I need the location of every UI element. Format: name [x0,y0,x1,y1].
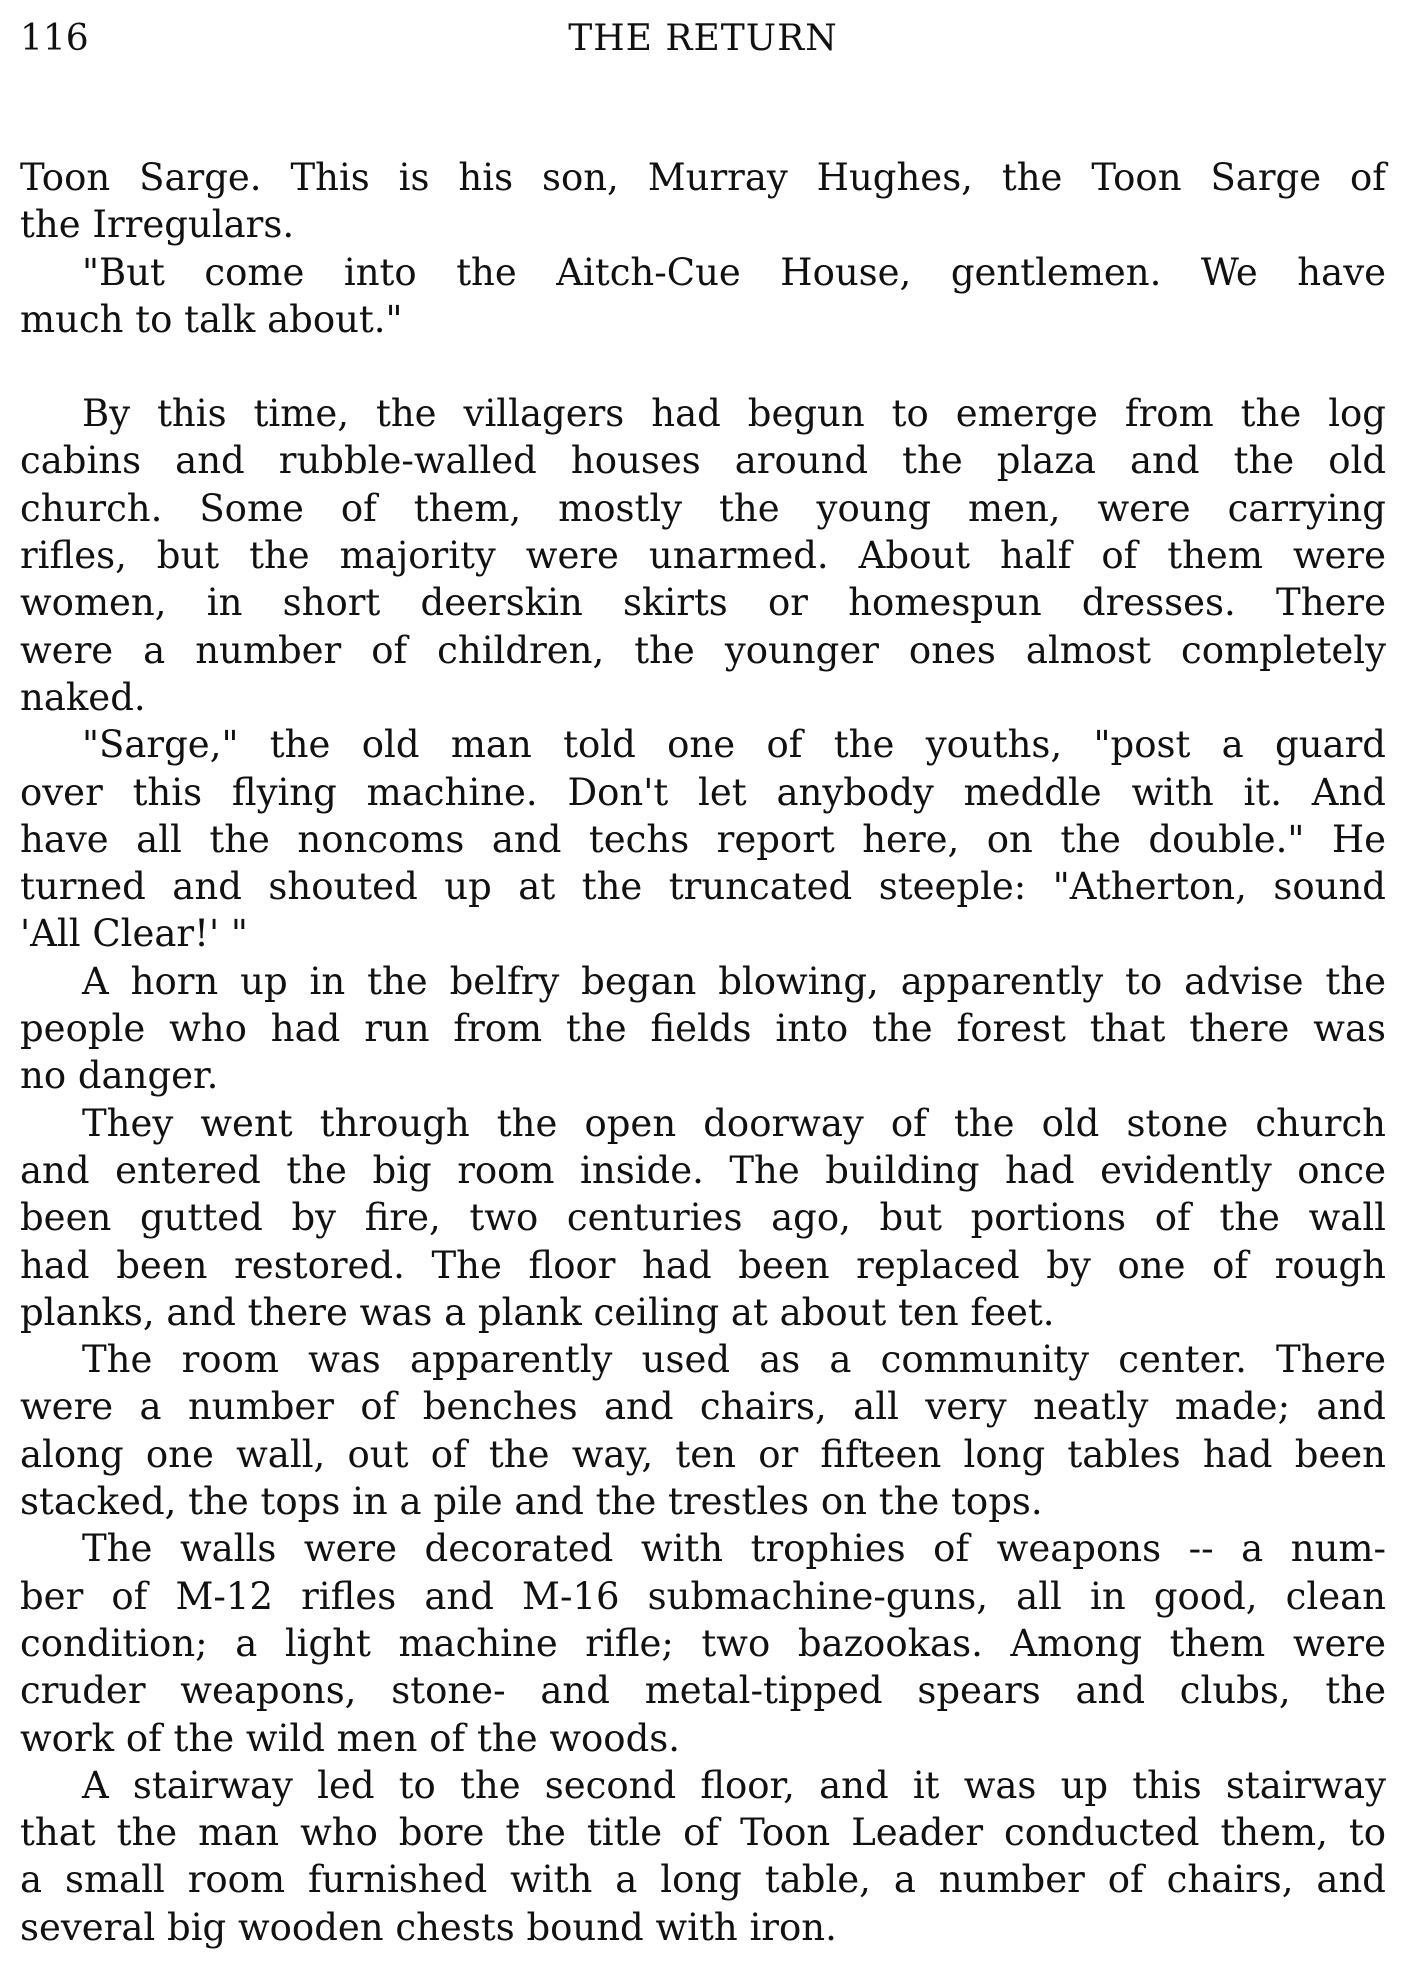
section-break [20,343,1386,390]
paragraph [20,1525,1386,1761]
text-line: naked. [20,675,146,719]
paragraph [20,1762,1386,1951]
text-line: been gutted by fire, two centuries ago, but portions of the wall [20,1196,1386,1240]
text-line: cabins and rubble-walled houses around the plaza and the old [20,439,1386,483]
text-line: had been restored. The floor had been replaced by one of rough [20,1243,1386,1287]
paragraph [20,721,1386,957]
text-line: a small room furnished with a long table, a number of chairs, and [20,1858,1386,1902]
text-line: condition; a light machine rifle; two bazookas. Among them were [20,1621,1386,1665]
page-number: 116 [20,18,89,59]
paragraph [20,390,1386,721]
text-line: cruder weapons, stone- and metal-tipped spears and clubs, the [20,1669,1386,1713]
paragraph [20,249,1386,344]
paragraph [20,154,1386,249]
paragraph [20,958,1386,1100]
text-line: several big wooden chests bound with iron. [20,1905,837,1949]
text-line: The walls were decorated with trophies of weapons -- a num- [82,1527,1386,1571]
paragraph [20,1100,1386,1336]
text-line: ber of M-12 rifles and M-16 submachine-guns, all in good, clean [20,1574,1386,1618]
text-line: work of the wild men of the woods. [20,1716,681,1760]
text-line: Toon Sarge. This is his son, Murray Hughes, the Toon Sarge of [20,156,1386,199]
text-line: have all the noncoms and techs report here, on the double." He [20,817,1386,861]
text-line: church. Some of them, mostly the young men, were carrying [20,486,1386,530]
text-line: were a number of children, the younger ones almost completely [20,628,1386,672]
text-line: along one wall, out of the way, ten or fifteen long tables had been [20,1432,1386,1476]
text-line: women, in short deerskin skirts or homespun dresses. There [20,581,1386,625]
text-line: They went through the open doorway of the old stone church [82,1101,1386,1145]
text-line: stacked, the tops in a pile and the trestles on the tops. [20,1480,1043,1524]
text-line: The room was apparently used as a community center. There [82,1338,1386,1382]
text-line: much to talk about." [20,297,403,341]
text-line: turned and shouted up at the truncated steeple: "Atherton, sound [20,865,1386,909]
text-line: over this flying machine. Don't let anybody meddle with it. And [20,770,1386,814]
paragraph [20,1336,1386,1525]
text-line: were a number of benches and chairs, all very neatly made; and [20,1385,1386,1429]
body-text [20,154,1386,1951]
text-line: people who had run from the fields into the forest that there was [20,1007,1386,1051]
text-line: "But come into the Aitch-Cue House, gentlemen. We have [82,250,1386,294]
text-line: "Sarge," the old man told one of the youths, "post a guard [82,723,1386,767]
running-title: THE RETURN [568,18,838,59]
running-header [20,14,1386,64]
text-line: that the man who bore the title of Toon Leader conducted them, to [20,1811,1386,1855]
text-line: the Irregulars. [20,203,295,247]
text-line: and entered the big room inside. The building had evidently once [20,1148,1386,1192]
text-line: planks, and there was a plank ceiling at about ten feet. [20,1290,1055,1334]
text-line: By this time, the villagers had begun to emerge from the log [82,392,1386,436]
text-line: no danger. [20,1054,219,1098]
text-line: A stairway led to the second floor, and it was up this stairway [82,1763,1386,1807]
text-line: A horn up in the belfry began blowing, apparently to advise the [82,959,1386,1003]
text-line: rifles, but the majority were unarmed. About half of them were [20,534,1386,578]
text-line: 'All Clear!' " [20,912,248,956]
